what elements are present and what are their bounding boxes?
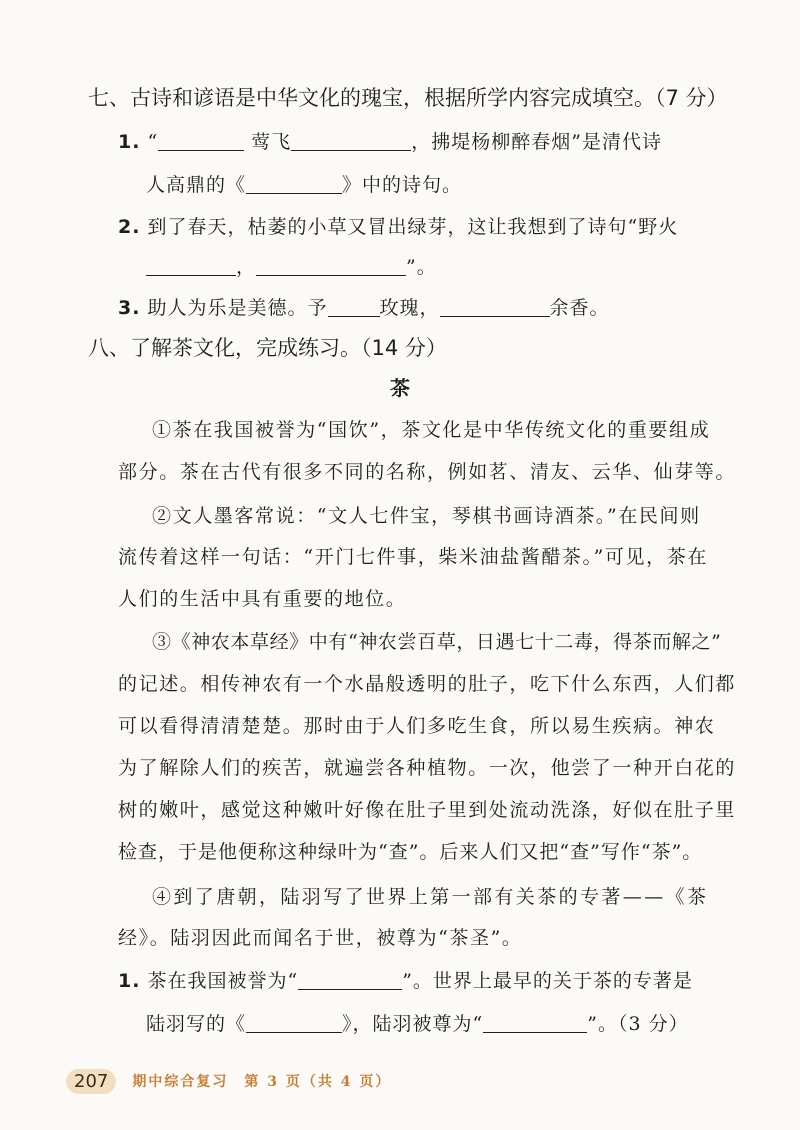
paragraph-3-line: ③《神农本草经》中有“神农尝百草，日遇七十二毒，得茶而解之”	[152, 631, 722, 653]
answer-blank[interactable]	[246, 173, 342, 194]
page-number: 207	[66, 1069, 116, 1094]
footer-text: 期中综合复习 第 3 页（共 4 页）	[132, 1074, 392, 1090]
passage-title: 茶	[390, 376, 410, 400]
question-7-1-line2: 人高鼎的《 》中的诗句。	[146, 174, 463, 196]
paragraph-2-line: ②文人墨客常说：“文人七件宝，琴棋书画诗酒茶。”在民间则	[152, 505, 701, 527]
question-number: 3.	[118, 297, 141, 319]
answer-blank[interactable]	[483, 1012, 587, 1033]
paragraph-4-line: 经》。陆羽因此而闻名于世，被尊为“茶圣”。	[118, 927, 523, 949]
question-number: 2.	[118, 216, 141, 238]
question-7-2-line2: ， ”。	[146, 252, 437, 279]
paragraph-2-line: 人们的生活中具有重要的地位。	[118, 588, 407, 610]
section-7-heading: 七、古诗和谚语是中华文化的瑰宝，根据所学内容完成填空。（7 分）	[88, 86, 728, 110]
question-8-1-line2: 陆羽写的《 》，陆羽被尊为“ ”。（3 分）	[146, 1013, 689, 1035]
answer-blank[interactable]	[328, 296, 380, 317]
page-footer	[66, 1066, 391, 1096]
section-8-heading: 八、了解茶文化，完成练习。（14 分）	[88, 336, 447, 360]
paragraph-3-line: 可以看得清清楚楚。那时由于人们多吃生食，所以易生疾病。神农	[118, 715, 716, 737]
answer-blank[interactable]	[256, 255, 406, 276]
paragraph-3-line: 检查，于是他便称这种绿叶为“查”。后来人们又把“查”写作“茶”。	[118, 841, 703, 863]
question-number: 1.	[118, 131, 141, 153]
paragraph-1-line: 部分。茶在古代有很多不同的名称，例如茗、清友、云华、仙芽等。	[118, 461, 737, 483]
question-7-2-line1: 2. 到了春天，枯萎的小草又冒出绿芽，这让我想到了诗句“野火	[118, 216, 679, 238]
paragraph-4-line: ④到了唐朝，陆羽写了世界上第一部有关茶的专著——《茶	[152, 886, 709, 908]
question-7-3: 3. 助人为乐是美德。予 玫瑰， 余香。	[118, 297, 610, 319]
question-8-1-line1: 1. 茶在我国被誉为“ ”。世界上最早的关于茶的专著是	[118, 970, 693, 992]
paragraph-3-line: 为了解除人们的疾苦，就遍尝各种植物。一次，他尝了一种开白花的	[118, 757, 737, 779]
answer-blank[interactable]	[291, 130, 411, 151]
question-number: 1.	[118, 970, 141, 992]
answer-blank[interactable]	[246, 1012, 342, 1033]
answer-blank[interactable]	[298, 969, 402, 990]
paragraph-1-line: ①茶在我国被誉为“国饮”，茶文化是中华传统文化的重要组成	[152, 419, 711, 441]
paragraph-2-line: 流传着这样一句话：“开门七件事，柴米油盐酱醋茶。”可见，茶在	[118, 546, 708, 568]
answer-blank[interactable]	[158, 130, 244, 151]
answer-blank[interactable]	[440, 296, 550, 317]
paragraph-3-line: 树的嫩叶，感觉这种嫩叶好像在肚子里到处流动洗涤，好似在肚子里	[118, 799, 737, 821]
answer-blank[interactable]	[146, 255, 236, 276]
question-7-1-line1: 1. “ 莺飞 ，拂堤杨柳醉春烟”是清代诗	[118, 131, 662, 153]
paragraph-3-line: 的记述。相传神农有一个水晶般透明的肚子，吃下什么东西，人们都	[118, 673, 737, 695]
